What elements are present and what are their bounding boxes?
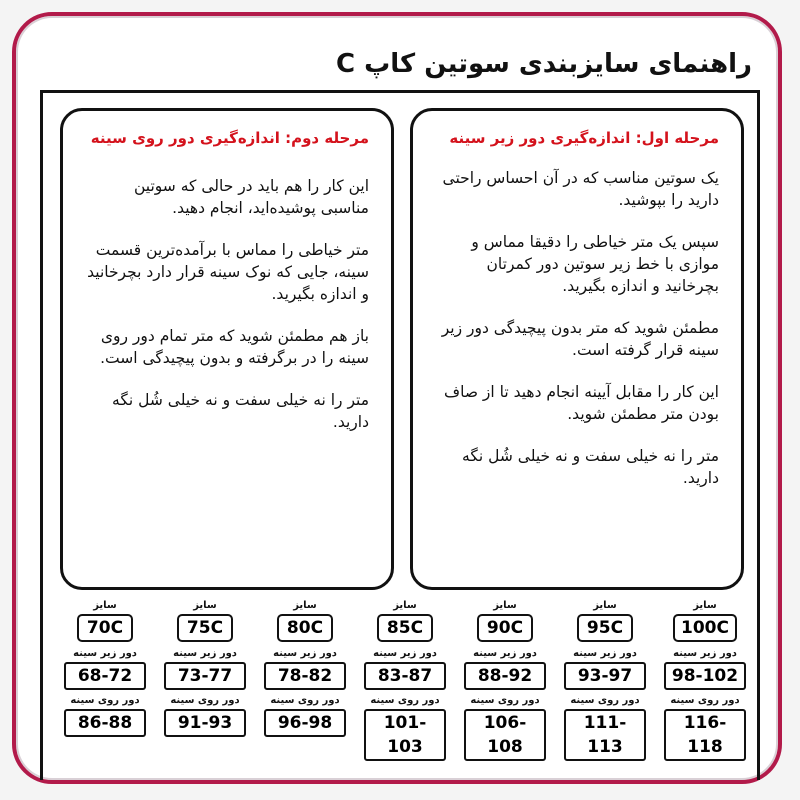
- overbust-label: دور روی سینه: [370, 695, 440, 706]
- step1-paragraph: یک سوتین مناسب که در آن احساس راحتی دارید را بپوشید.: [442, 169, 719, 209]
- overbust-value: 111-113: [564, 709, 646, 761]
- overbust-value: 116-118: [664, 709, 746, 761]
- step2-panel: [60, 108, 394, 590]
- overbust-label: دور روی سینه: [570, 695, 640, 706]
- underbust-value: 98-102: [664, 662, 746, 690]
- step2-paragraph: باز هم مطمئن شوید که متر تمام دور روی سینه را در برگرفته و بدون پیچیدگی است.: [100, 327, 369, 367]
- size-label: سایز: [193, 600, 217, 611]
- size-label: سایز: [693, 600, 717, 611]
- underbust-value: 78-82: [264, 662, 346, 690]
- size-column: [660, 600, 750, 757]
- size-label: سایز: [293, 600, 317, 611]
- underbust-value: 68-72: [64, 662, 146, 690]
- step2-paragraph: این کار را هم باید در حالی که سوتین مناسبی پوشیده‌اید، انجام دهید.: [134, 177, 369, 217]
- step1-paragraph: متر را نه خیلی سفت و نه خیلی شُل نگه دارید.: [462, 447, 719, 487]
- size-column: [160, 600, 250, 750]
- overbust-value: 96-98: [264, 709, 346, 737]
- size-column: [60, 600, 150, 750]
- size-value: 90C: [477, 614, 533, 642]
- page-title: راهنمای سایزبندی سوتین کاپ C: [336, 49, 752, 79]
- size-label: سایز: [93, 600, 117, 611]
- size-value: 75C: [177, 614, 233, 642]
- size-column: [560, 600, 650, 757]
- size-column: [260, 600, 350, 750]
- underbust-label: دور زیر سینه: [73, 648, 137, 659]
- underbust-label: دور زیر سینه: [573, 648, 637, 659]
- size-column: [360, 600, 450, 757]
- step2-paragraph: متر خیاطی را مماس با برآمده‌ترین قسمت سینه، جایی که نوک سینه قرار دارد بچرخانید و اندازه بگیرید.: [87, 241, 369, 303]
- overbust-label: دور روی سینه: [170, 695, 240, 706]
- underbust-label: دور زیر سینه: [673, 648, 737, 659]
- size-value: 100C: [673, 614, 737, 642]
- size-column: [460, 600, 550, 757]
- step2-heading: مرحله دوم: اندازه‌گیری دور روی سینه: [90, 129, 369, 147]
- overbust-label: دور روی سینه: [270, 695, 340, 706]
- step1-paragraph: این کار را مقابل آیینه انجام دهید تا از صاف بودن متر مطمئن شوید.: [444, 383, 719, 423]
- size-label: سایز: [493, 600, 517, 611]
- underbust-value: 83-87: [364, 662, 446, 690]
- underbust-label: دور زیر سینه: [173, 648, 237, 659]
- size-table: [60, 600, 750, 757]
- size-value: 95C: [577, 614, 633, 642]
- size-label: سایز: [593, 600, 617, 611]
- overbust-label: دور روی سینه: [670, 695, 740, 706]
- step1-heading: مرحله اول: اندازه‌گیری دور زیر سینه: [449, 129, 719, 147]
- underbust-value: 88-92: [464, 662, 546, 690]
- size-value: 80C: [277, 614, 333, 642]
- overbust-value: 86-88: [64, 709, 146, 737]
- step1-panel: [410, 108, 744, 590]
- underbust-value: 93-97: [564, 662, 646, 690]
- step2-paragraph: متر را نه خیلی سفت و نه خیلی شُل نگه دارید.: [112, 391, 369, 431]
- underbust-label: دور زیر سینه: [473, 648, 537, 659]
- size-label: سایز: [393, 600, 417, 611]
- underbust-label: دور زیر سینه: [273, 648, 337, 659]
- overbust-label: دور روی سینه: [470, 695, 540, 706]
- size-value: 85C: [377, 614, 433, 642]
- size-value: 70C: [77, 614, 133, 642]
- underbust-label: دور زیر سینه: [373, 648, 437, 659]
- step1-paragraph: سپس یک متر خیاطی را دقیقا مماس و موازی با خط زیر سوتین دور کمرتان بچرخانید و اندازه بگیرید.: [471, 233, 719, 295]
- overbust-label: دور روی سینه: [70, 695, 140, 706]
- overbust-value: 101-103: [364, 709, 446, 761]
- overbust-value: 91-93: [164, 709, 246, 737]
- step1-paragraph: مطمئن شوید که متر بدون پیچیدگی دور زیر سینه قرار گرفته است.: [441, 319, 719, 359]
- overbust-value: 106-108: [464, 709, 546, 761]
- underbust-value: 73-77: [164, 662, 246, 690]
